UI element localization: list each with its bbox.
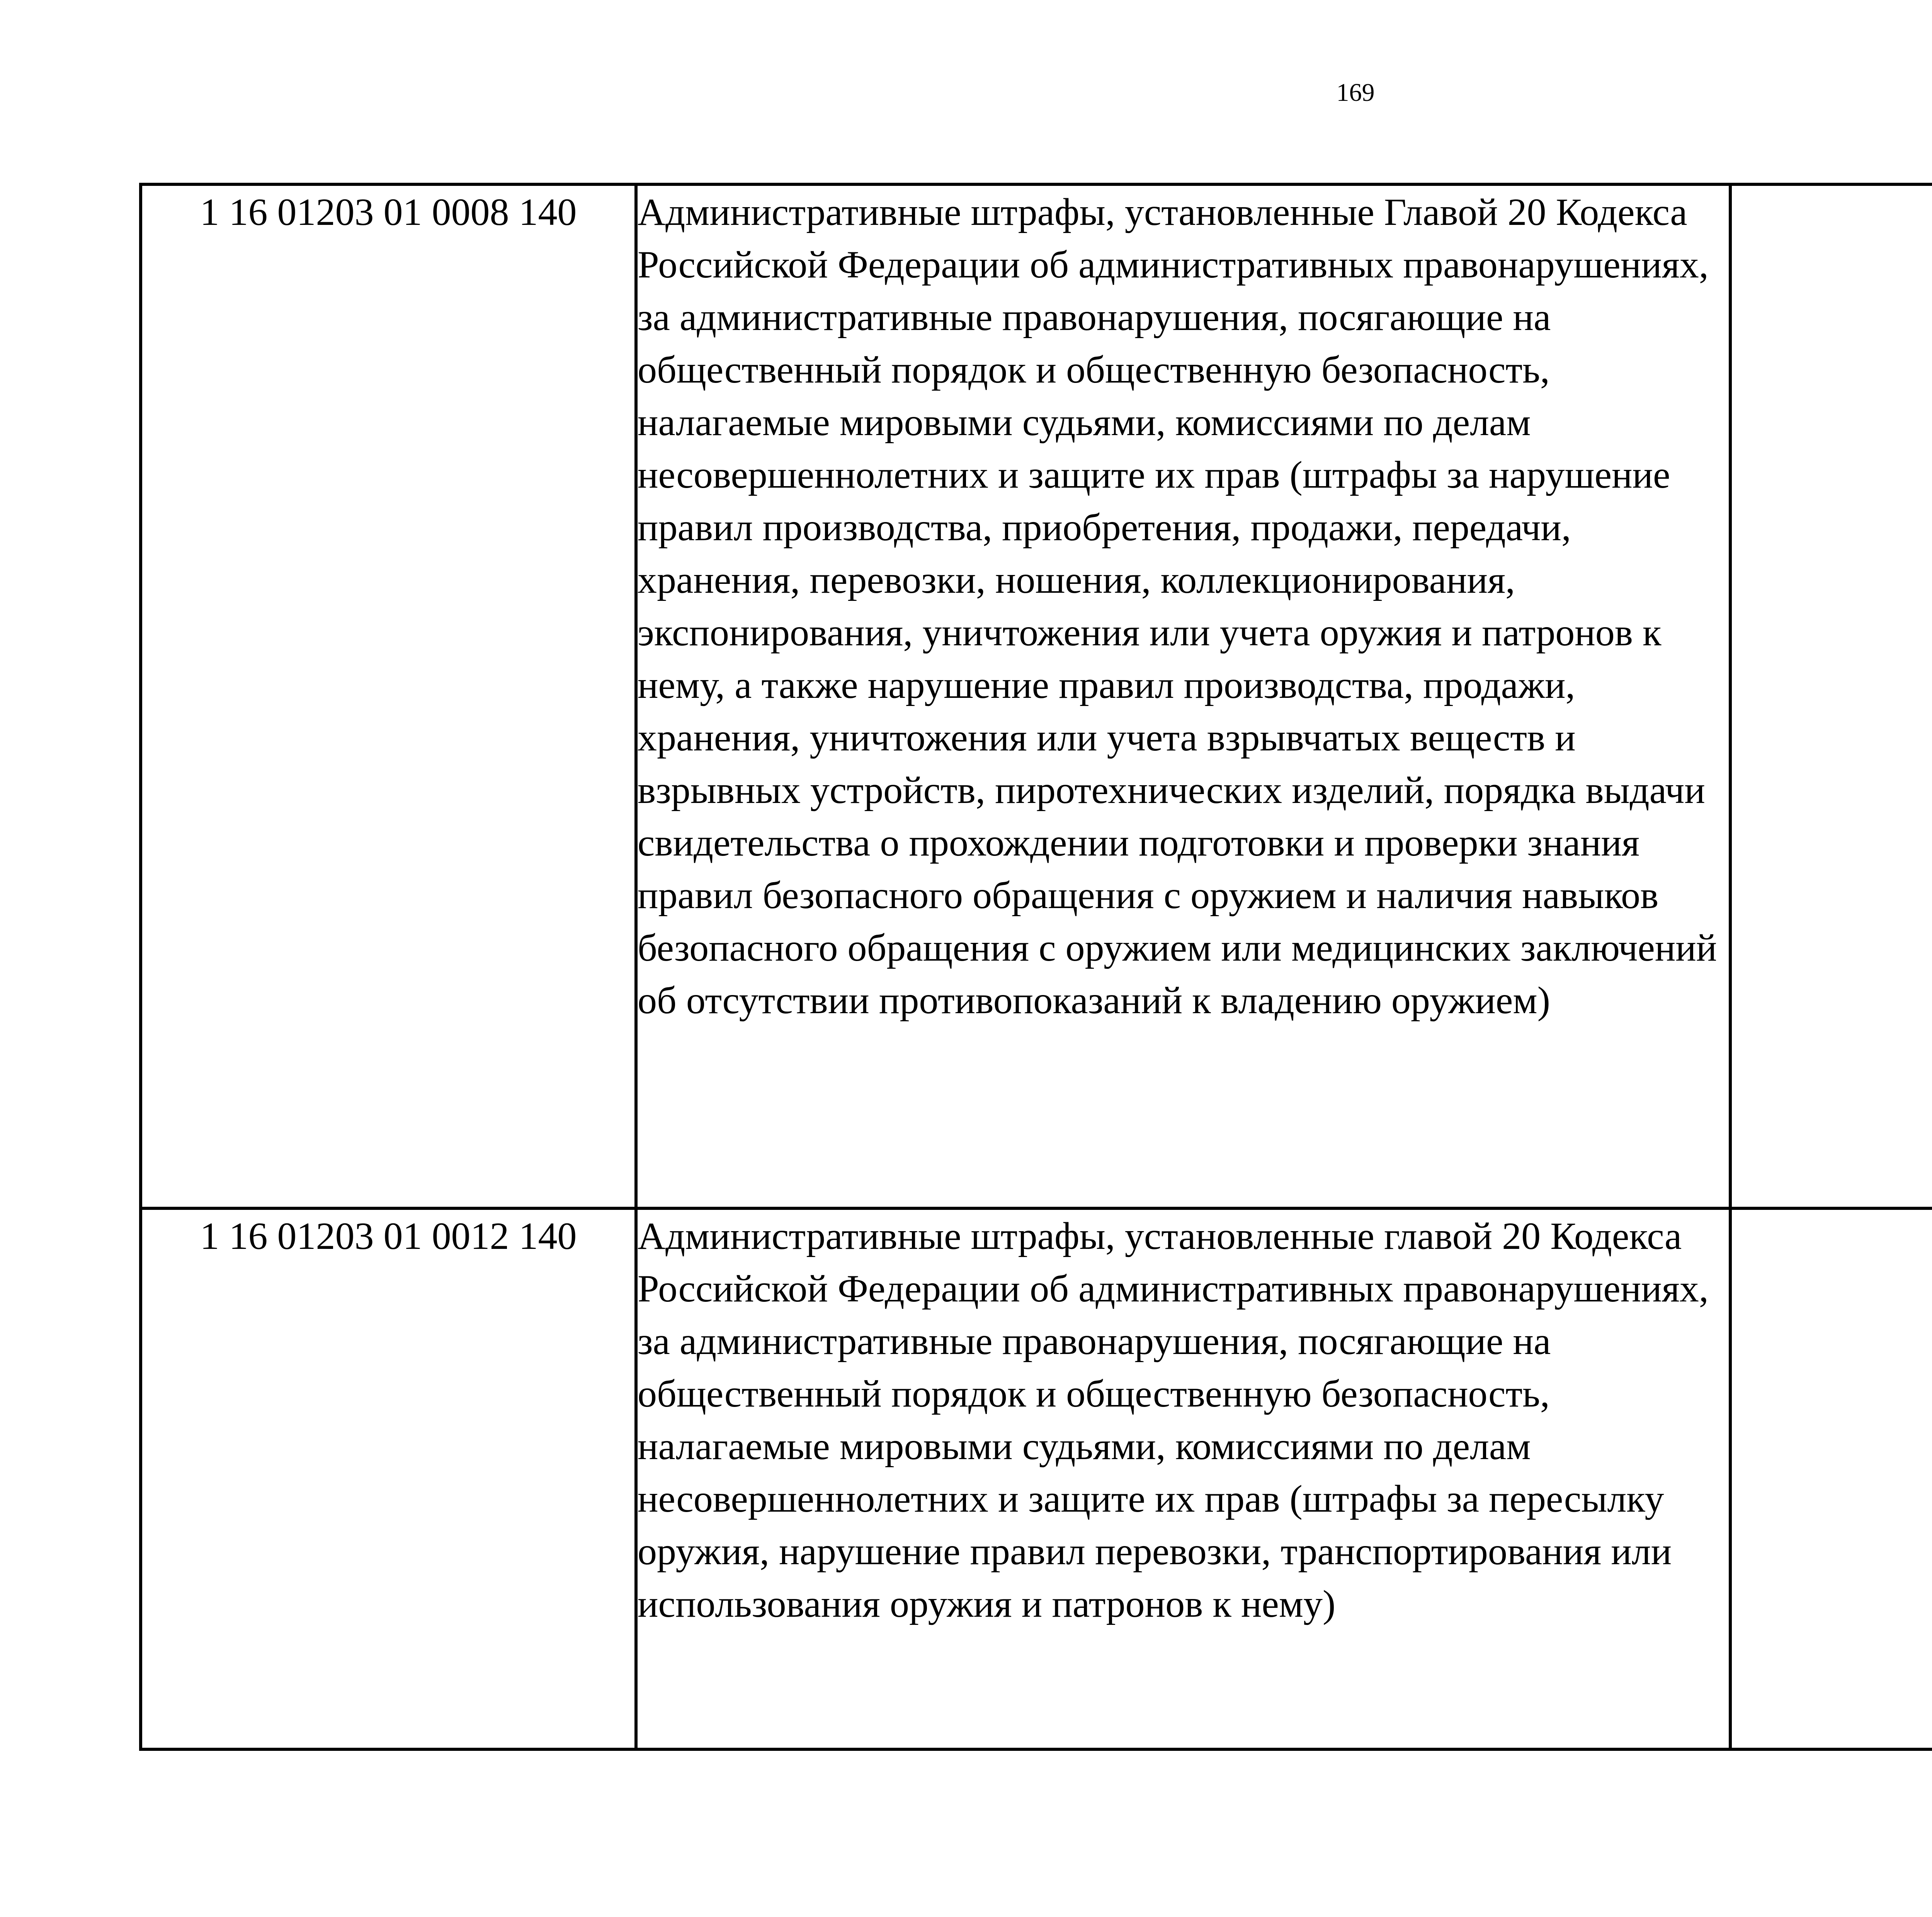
table-row [141, 1208, 1932, 1749]
value-cell-year-1 [1730, 184, 1932, 1208]
description-text: Административные штрафы, установленные главой 20 Кодекса Российской Федерации об административных правонарушениях, за административные правонарушения, посягающие на общественный порядок и общественную безопасность, налагаемые мировыми судьями, комиссиями по делам несовершеннолетних и защите их прав (штрафы за пересылку оружия, нарушение правил перевозки, транспортирования или использования оружия и патронов к нему) [638, 1214, 1709, 1625]
description-text: Административные штрафы, установленные Главой 20 Кодекса Российской Федерации об административных правонарушениях, за административные правонарушения, посягающие на общественный порядок и общественную безопасность, налагаемые мировыми судьями, комиссиями по делам несовершеннолетних и защите их прав (штрафы за нарушение правил производства, приобретения, продажи, передачи, хранения, перевозки, ношения, коллекционирования, экспонирования, уничтожения или учета оружия и патронов к нему, а также нарушение правил производства, продажи, хранения, уничтожения или учета взрывчатых веществ и взрывных устройств, пиротехнических изделий, порядка выдачи свидетельства о прохождении подготовки и проверки знания правил безопасного обращения с оружием и наличия навыков безопасного обращения с оружием или медицинских заключений об отсутствии противопоказаний к владению оружием) [638, 191, 1717, 1022]
budget-code-cell: 1 16 01203 01 0012 140 [141, 1208, 636, 1749]
description-cell [636, 184, 1730, 1208]
budget-code-cell: 1 16 01203 01 0008 140 [141, 184, 636, 1208]
value-cell-year-1 [1730, 1208, 1932, 1749]
table-row [141, 184, 1932, 1208]
budget-table [139, 183, 1932, 1751]
description-cell [636, 1208, 1730, 1749]
page-number: 169 [1336, 78, 1375, 107]
